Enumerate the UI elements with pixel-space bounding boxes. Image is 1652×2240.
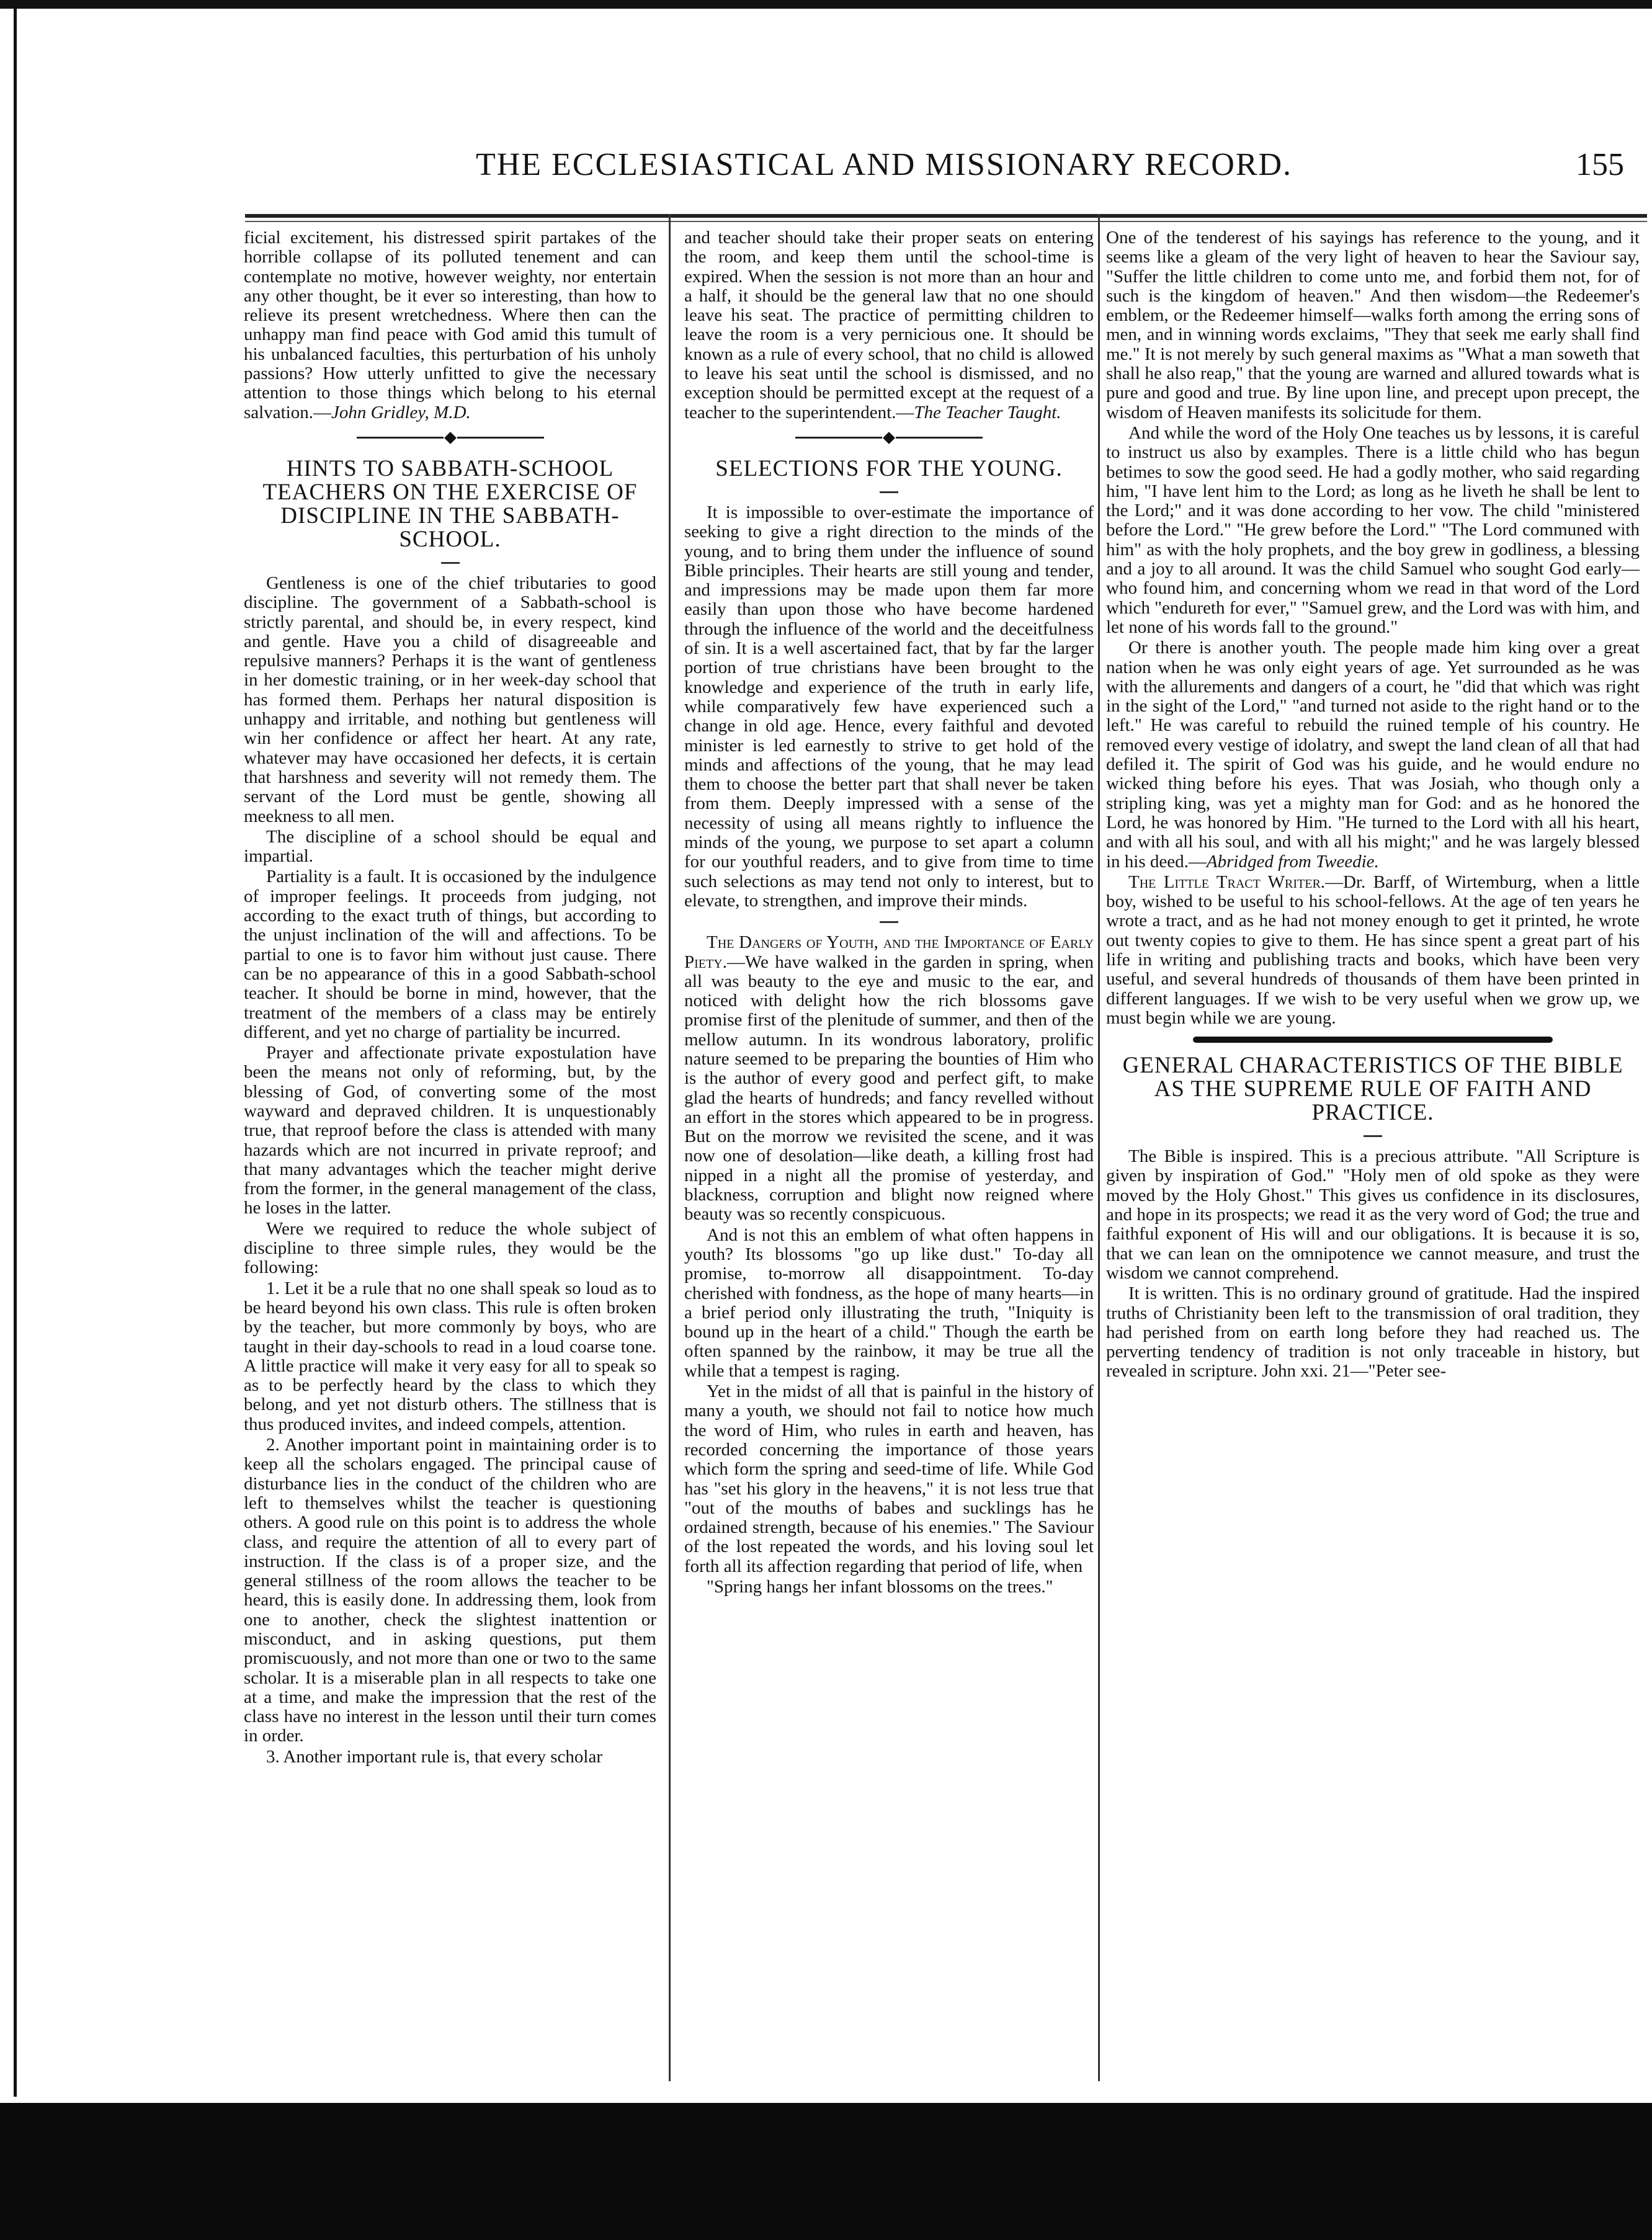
paragraph: The Bible is inspired. This is a precious attribute. "All Scripture is given by inspiration of God." "Holy men of old spoke as they were moved by the Holy Ghost." This gives us confidence in its disclosures, and hope in its prospects; we read it as the very word of God; the true and faithful exponent of His will and our obligations. It is because it is so, that we can lean on the omnipotence we cannot measure, and trust the wisdom we cannot comprehend.: [1106, 1146, 1640, 1283]
paragraph: [1106, 638, 1640, 872]
paragraph: Prayer and affectionate private expostulation have been the means not only of reforming, but, by the blessing of God, of converting some of the most wayward and depraved children. It is unquestionably true, that reproof before the class is attended with many hazards which are not incurred in private reproof; and that many advantages which the teacher might derive from the former, in the general management of the class, he loses in the latter.: [244, 1043, 656, 1218]
paragraph: And while the word of the Holy One teaches us by lessons, it is careful to instruct us also by examples. There is a little child who has begun betimes to sow the good seed. He had a godly mother, who said regarding him, "I have lent him to the Lord; as long as he liveth he shall be lent to the Lord;" and it was done according to her vow. The child "ministered before the Lord." "He grew before the Lord." "The Lord communed with him" as with the holy prophets, and the boy grew in godliness, a blessing and a joy to all around. It was the child Samuel who sought God early—who found him, and concerning whom we read in that word of the Lord which "endureth for ever," "Samuel grew, and the Lord was with him, and let none of his words fall to the ground.": [1106, 422, 1640, 637]
paragraph-text: —Dr. Barff, of Wirtemburg, when a little boy, wished to be useful to his school-fellows. At the age of ten years he wrote a tract, and as he had not money enough to get it printed, he wrote out twenty copies to give to them. He has since spent a great part of his life in writing and publishing tracts and books, which have been very useful, and several hundreds of thousands of them have been printed in different languages. If we wish to be very useful when we grow up, we must begin while we are young.: [1106, 872, 1640, 1028]
citation: Abridged from Tweedie.: [1206, 851, 1379, 872]
paragraph: 2. Another important point in maintaining order is to keep all the scholars engaged. The principal cause of disturbance lies in the conduct of the children who are left to themselves whilst the teacher is questioning others. A good rule on this point is to address the whole class, and require the attention of all to every part of instruction. If the class is of a proper size, and the general stillness of the room allows the teacher to be heard, this is easily done. In addressing them, look from one to another, check the slightest inattention or misconduct, and in asking questions, put them promiscuously, and not more than one or two to the same scholar. It is a miserable plan in all respects to take one at a time, and make the impression that the rest of the class have no interest in the lesson until their turn comes in order.: [244, 1435, 656, 1746]
paragraph: 1. Let it be a rule that no one shall speak so loud as to be heard beyond his own class. This rule is often broken by the teacher, but more commonly by boys, who are taught in their day-schools to read in a loud coarse tone. A little practice will make it very easy for all to speak so as to be perfectly heard by the class to which they belong, and yet not disturb others. The stillness that is thus produced invites, and indeed compels, attention.: [244, 1278, 656, 1434]
citation: The Teacher Taught.: [914, 402, 1061, 422]
column-divider-2: [1098, 214, 1100, 2081]
intro-text: ficial excitement, his distressed spirit partakes of the horrible collapse of its polluted tenement and can contemplate no motive, however weighty, nor entertain any other thought, be it ever so interesting, than how to relieve its present wretchedness. Where then can the unhappy man find peace with God amid this tumult of his unbalanced faculties, this perturbation of his unholy passions? How utterly unfitted to give the necessary attention to those things which belong to his eternal salvation.—: [244, 228, 656, 422]
dash-divider: [684, 914, 1094, 927]
dash-divider: [1106, 1128, 1640, 1141]
left-border: [14, 0, 17, 2097]
paragraph: 3. Another important rule is, that every scholar: [266, 1746, 602, 1767]
scan-bottom-margin: [0, 2103, 1652, 2240]
paragraph: Yet in the midst of all that is painful in the history of many a youth, we should not fail to notice how much the word of Him, who rules in earth and heaven, has recorded concerning the importance of those years which form the spring and seed-time of life. While God has "set his glory in the heavens," it is not less true that "out of the mouths of babes and sucklings has he ordained strength, because of his enemies." The Saviour of the lost repeated the words, and his loving soul let forth all its affection regarding that period of life, when: [684, 1381, 1094, 1576]
paragraph: Gentleness is one of the chief tributaries to good discipline. The government of a Sabbath-school is strictly parental, and should be, in every respect, kind and gentle. Have you a child of disagreeable and repulsive manners? Perhaps it is the want of gentleness in her domestic training, or in her week-day school that has formed them. Perhaps her natural disposition is unhappy and irritable, and nothing but gentleness will win her confidence or affect her heart. At any rate, whatever may have occasioned her defects, it is certain that harshness and severity will not remedy them. The servant of the Lord must be gentle, showing all meekness to all men.: [244, 573, 656, 826]
header-rule: [245, 214, 1647, 218]
paragraph: The discipline of a school should be equal and impartial.: [244, 826, 656, 867]
run-in-title: The Dangers of Youth, and the Importance of Early Piety.: [684, 932, 1094, 972]
dash-divider: [244, 555, 656, 568]
article-heading: HINTS TO SABBATH-SCHOOL TEACHERS ON THE EXERCISE OF DISCIPLINE IN THE SABBATH-SCHOOL.: [262, 455, 638, 552]
paragraph-text: —We have walked in the garden in spring, when all was beauty to the eye and music to the ear, and noticed with delight how the rich blossoms gave promise first of the plenitude of summer, and then of the mellow autumn. In its wondrous laboratory, prolific nature seemed to be preparing the bounties of Him who is the author of every good and perfect gift, to make glad the hearts of hundreds; and fancy revelled without an effort in the stores which appeared to be in progress. But on the morrow we revisited the scene, and it was now one of desolation—like death, a killing frost had nipped in a night all the promise of yesterday, and blackness, corruption and blight now reigned where beauty was so recently conspicuous.: [684, 952, 1094, 1225]
citation: John Gridley, M.D.: [331, 402, 471, 422]
paragraph: "Spring hangs her infant blossoms on the trees.": [707, 1577, 1053, 1597]
ornament-divider: [244, 427, 656, 446]
page-title: THE ECCLESIASTICAL AND MISSIONARY RECORD.: [475, 147, 1293, 182]
top-border: [0, 0, 1652, 9]
paragraph: Were we required to reduce the whole subject of discipline to three simple rules, they would be the following:: [244, 1218, 656, 1278]
paragraph: It is impossible to over-estimate the importance of seeking to give a right direction to the minds of the young, and to bring them under the influence of sound Bible principles. Their hearts are still young and tender, and impressions may be made upon them far more easily than upon those who have become hardened through the influence of the world and the deceitfulness of sin. It is a well ascertained fact, that by far the larger portion of true christians have been brought to the knowledge and experience of the truth in early life, while comparatively few have experienced such a change in old age. Hence, every faithful and devoted minister is led earnestly to strive to get hold of the minds and affections of the young, that he may lead them to choose the better part that shall never be taken from them. Deeply impressed with a sense of the necessity of using all means rightly to influence the minds of the young, we purpose to set apart a column for our youthful readers, and to give from time to time such selections as may tend not only to interest, but to elevate, to strengthen, and improve their minds.: [684, 502, 1094, 911]
intro-paragraph: [684, 228, 1094, 422]
intro-paragraph: [244, 228, 656, 422]
paragraph: It is written. This is no ordinary ground of gratitude. Had the inspired truths of Christianity been left to the transmission of oral tradition, they had perished from on earth long before they had reached us. The perverting tendency of tradition is not only traceable in history, but revealed in scripture. John xxi. 21—"Peter see-: [1106, 1283, 1640, 1381]
article-heading: GENERAL CHARACTERISTICS OF THE BIBLE AS THE SUPREME RULE OF FAITH AND PRACTICE.: [1122, 1053, 1623, 1126]
run-in-title: The Little Tract Writer.: [1128, 872, 1326, 892]
intro-text: and teacher should take their proper seats on entering the room, and keep them until the school-time is expired. When the session is not more than an hour and a half, it should be the general law that no one should leave his seat. The practice of permitting children to leave the room is a very pernicious one. It should be known as a rule of every school, that no child is allowed to leave his seat until the school is dismissed, and no exception should be permitted except at the request of a teacher to the superintendent.—: [684, 228, 1094, 422]
article-heading: SELECTIONS FOR THE YOUNG.: [715, 455, 1063, 481]
paragraph: Partiality is a fault. It is occasioned by the indulgence of improper feelings. It proceeds from judging, not according to the exact truth of things, but according to the unjust inclination of the will and affections. To be partial to one is to favor him without just cause. There can be no appearance of this in a good Sabbath-school teacher. It should be borne in mind, however, that the treatment of the members of a class may be entirely different, and yet no charge of partiality be incurred.: [244, 867, 656, 1042]
header-rule-thin: [245, 221, 1647, 222]
dash-divider: [684, 484, 1094, 497]
paragraph-text: Or there is another youth. The people made him king over a great nation when he was only eight years of age. Yet surrounded as he was with the allurements and dangers of a court, he "did that which was right in the sight of the Lord," "and turned not aside to the right hand or to the left." He was careful to rebuild the ruined temple of his country. He removed every vestige of idolatry, and swept the land clean of all that had defiled it. The spirit of God was his guide, and he would endure no wicked thing before his eyes. That was Josiah, who though only a stripling king, was yet a mighty man for God: and as he honored the Lord, he was honored by Him. "He turned to the Lord with all his heart, and with all his soul, and with all his might;" and he was largely blessed in his deed.—: [1106, 638, 1640, 872]
column-2: [684, 228, 1094, 1598]
intro-paragraph: One of the tenderest of his sayings has reference to the young, and it seems like a gleam of the very light of heaven to hear the Saviour say, "Suffer the little children to come unto me, and forbid them not, for of such is the kingdom of heaven." And then wisdom—the Redeemer's emblem, or the Redeemer himself—walks forth among the erring sons of men, and in winning words exclaims, "They that seek me early shall find me." It is not merely by such general maxims as "What a man soweth that shall he also reap," that the young are warned and allured towards what is pure and good and true. By line upon line, and precept upon precept, the wisdom of Heaven manifests its solicitude for them.: [1106, 228, 1640, 422]
column-divider-1: [669, 214, 671, 2081]
column-3: [1106, 228, 1640, 1383]
paragraph: And is not this an emblem of what often happens in youth? Its blossoms "go up like dust." To-day all promise, to-morrow all disappointment. To-day cherished with fondness, as the hope of many hearts—in a brief period only illustrating the truth, "Iniquity is bound up in the heart of a child." Though the earth be often spanned by the rainbow, it may be true all the while that a tempest is raging.: [684, 1225, 1094, 1381]
column-1: [244, 228, 656, 1768]
heavy-divider: [1193, 1037, 1553, 1043]
paragraph: [1106, 873, 1640, 1028]
page-number: 155: [1576, 147, 1624, 182]
paragraph: [684, 933, 1094, 1224]
ornament-divider: [684, 427, 1094, 446]
